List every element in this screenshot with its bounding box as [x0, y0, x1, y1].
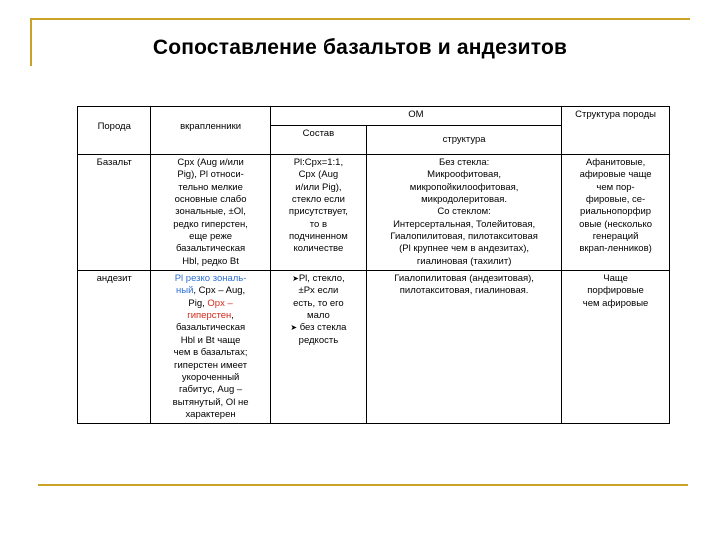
decorative-bottom-line — [38, 484, 688, 486]
header-om: ОМ — [270, 107, 561, 126]
cell-line: то в — [309, 218, 328, 230]
cell-line — [274, 273, 363, 285]
cell-line: чем афировые — [582, 297, 649, 309]
cell-line: еще реже — [189, 231, 233, 243]
cell-line: гиперстен имеет — [174, 359, 248, 371]
highlight-text-blue: ный — [176, 285, 194, 297]
om-structure-cell — [367, 155, 562, 271]
cell-line: афировые чаще — [579, 169, 652, 181]
cell-line: есть, то его — [293, 297, 344, 309]
bullet-arrow-icon: ➤ — [292, 274, 299, 284]
header-rock: Порода — [78, 107, 151, 155]
cell-text: без стекла — [299, 322, 347, 334]
header-phenocrysts: вкрапленники — [151, 107, 270, 155]
cell-line: Гиалопилитовая (андезитовая), — [394, 273, 534, 285]
cell-line: вытянутый, Ol не — [172, 396, 249, 408]
cell-text: Pl, стекло, — [298, 273, 345, 285]
rock-name: андезит — [78, 271, 151, 424]
cell-line: Без стекла: — [438, 157, 490, 168]
cell-line: фировые, се- — [585, 194, 646, 206]
header-rock-structure: Структура породы — [562, 107, 670, 155]
cell-line: габитус, Aug – — [178, 384, 243, 396]
rock-structure-cell — [562, 155, 670, 271]
cell-line: (Pl крупнее чем в андезитах), — [399, 243, 530, 255]
cell-line: Интерсертальная, Толейитовая, — [393, 218, 536, 230]
cell-line — [154, 273, 266, 285]
cell-line: микропойкилоофитовая, — [409, 181, 519, 193]
cell-line: Cpx (Aug — [298, 169, 339, 181]
header-composition: Состав — [270, 126, 366, 155]
cell-line: Микроофитовая, — [427, 169, 502, 181]
decorative-top-line — [30, 18, 690, 20]
cell-line: микродолеритовая. — [421, 194, 508, 206]
cell-line: редкость — [298, 334, 339, 346]
cell-line: Гиалопилитовая, пилотакситовая — [390, 231, 538, 243]
table-row — [78, 271, 670, 424]
cell-line — [154, 298, 266, 310]
cell-line: подчиненном — [288, 231, 348, 243]
cell-line: количестве — [293, 243, 344, 255]
cell-text: , Cpx – Aug, — [193, 285, 246, 297]
composition-cell — [270, 271, 366, 424]
cell-line: ±Px если — [298, 285, 339, 297]
table-row — [78, 155, 670, 271]
cell-line: стекло если — [291, 194, 345, 206]
cell-line: Чаще — [603, 273, 628, 285]
header-om-structure: структура — [367, 126, 562, 155]
cell-line: чем в базальтах; — [173, 347, 248, 359]
composition-cell — [270, 155, 366, 271]
cell-line: редко гиперстен, — [173, 218, 248, 230]
cell-line: вкрап-ленников) — [579, 243, 652, 255]
cell-line: мало — [307, 310, 330, 322]
cell-line: укороченный — [181, 371, 240, 383]
rock-structure-cell — [562, 271, 670, 424]
cell-line: зональные, ±Ol, — [175, 206, 246, 218]
cell-line — [274, 322, 363, 334]
cell-line: характерен — [185, 408, 236, 420]
highlight-text-blue: Pl резко зональ- — [174, 273, 247, 285]
cell-line: Pig), Pl относи- — [177, 169, 244, 181]
comparison-table — [77, 106, 670, 424]
cell-line: пилотакситовая, гиалиновая. — [399, 285, 529, 297]
cell-line: Pl:Cpx=1:1, — [293, 157, 344, 168]
cell-line: Cpx (Aug и/или — [177, 157, 244, 168]
cell-line: порфировые — [587, 285, 644, 297]
cell-line: базальтическая — [175, 322, 246, 334]
cell-line: овые (несколько — [579, 218, 653, 230]
cell-line: чем пор- — [596, 181, 635, 193]
cell-text: , — [231, 310, 234, 322]
cell-line: гиалиновая (тахилит) — [416, 255, 512, 267]
page-title: Сопоставление базальтов и андезитов — [152, 36, 568, 59]
rock-name: Базальт — [78, 155, 151, 271]
cell-text: Pig, — [188, 297, 205, 309]
phenocrysts-cell — [151, 155, 270, 271]
cell-line: присутствует, — [288, 206, 348, 218]
cell-line: Hbl и Bt чаще — [180, 334, 241, 346]
table-header-row — [78, 107, 670, 126]
cell-line: и/или Pig), — [295, 181, 342, 193]
cell-line: Со стеклом: — [437, 206, 491, 218]
cell-line: риальнопорфир — [580, 206, 652, 218]
cell-line — [154, 285, 266, 297]
phenocrysts-cell — [151, 271, 270, 424]
om-structure-cell — [367, 271, 562, 424]
cell-line: базальтическая — [175, 243, 246, 255]
cell-line: Hbl, редко Bt — [182, 255, 239, 267]
cell-line: генераций — [592, 231, 639, 243]
cell-line: основные слабо — [174, 194, 247, 206]
highlight-text-red: гиперстен — [187, 310, 232, 322]
bullet-arrow-icon: ➤ — [290, 323, 298, 333]
cell-line: тельно мелкие — [178, 181, 243, 193]
cell-line — [154, 310, 266, 322]
highlight-text-red: Opx – — [207, 297, 233, 309]
cell-line: Афанитовые, — [585, 157, 646, 168]
